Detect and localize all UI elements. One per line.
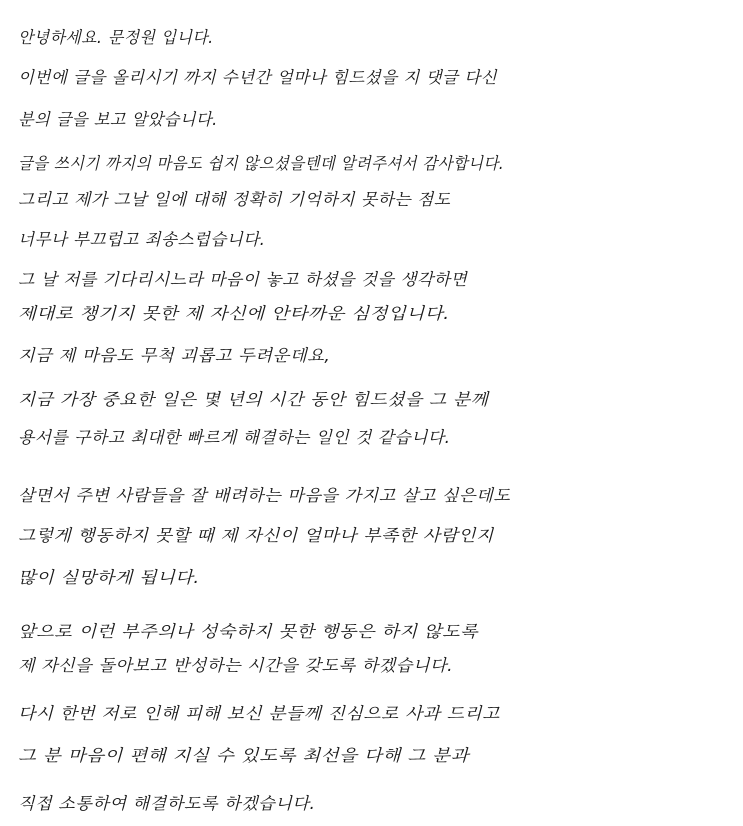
letter-line: 많이 실망하게 됩니다.	[18, 568, 200, 587]
letter-line: 직접 소통하여 해결하도록 하겠습니다.	[18, 794, 316, 813]
letter-line: 다시 한번 저로 인해 피해 보신 분들께 진심으로 사과 드리고	[18, 704, 500, 723]
letter-line-greeting: 안녕하세요. 문정원 입니다.	[18, 28, 214, 47]
letter-line: 지금 제 마음도 무척 괴롭고 두려운데요,	[18, 346, 331, 365]
letter-line: 글을 쓰시기 까지의 마음도 쉽지 않으셨을텐데 알려주셔서 감사합니다.	[18, 154, 505, 173]
letter-line: 그렇게 행동하지 못할 때 제 자신이 얼마나 부족한 사람인지	[18, 526, 494, 545]
letter-line: 그리고 제가 그날 일에 대해 정확히 기억하지 못하는 점도	[18, 190, 451, 209]
letter-line: 지금 가장 중요한 일은 몇 년의 시간 동안 힘드셨을 그 분께	[18, 390, 489, 409]
letter-line: 제대로 챙기지 못한 제 자신에 안타까운 심정입니다.	[18, 304, 450, 323]
letter-line: 앞으로 이런 부주의나 성숙하지 못한 행동은 하지 않도록	[18, 622, 479, 641]
letter-line: 그 분 마음이 편해 지실 수 있도록 최선을 다해 그 분과	[18, 746, 469, 765]
letter-line: 그 날 저를 기다리시느라 마음이 놓고 하셨을 것을 생각하면	[18, 270, 468, 289]
letter-line: 제 자신을 돌아보고 반성하는 시간을 갖도록 하겠습니다.	[18, 656, 454, 675]
letter-line: 분의 글을 보고 알았습니다.	[18, 110, 218, 129]
letter-line: 용서를 구하고 최대한 빠르게 해결하는 일인 것 같습니다.	[18, 428, 451, 447]
letter-line: 너무나 부끄럽고 죄송스럽습니다.	[18, 230, 266, 249]
letter-line: 살면서 주변 사람들을 잘 배려하는 마음을 가지고 살고 싶은데도	[18, 486, 511, 505]
letter-line: 이번에 글을 올리시기 까지 수년간 얼마나 힘드셨을 지 댓글 다신	[18, 68, 498, 87]
